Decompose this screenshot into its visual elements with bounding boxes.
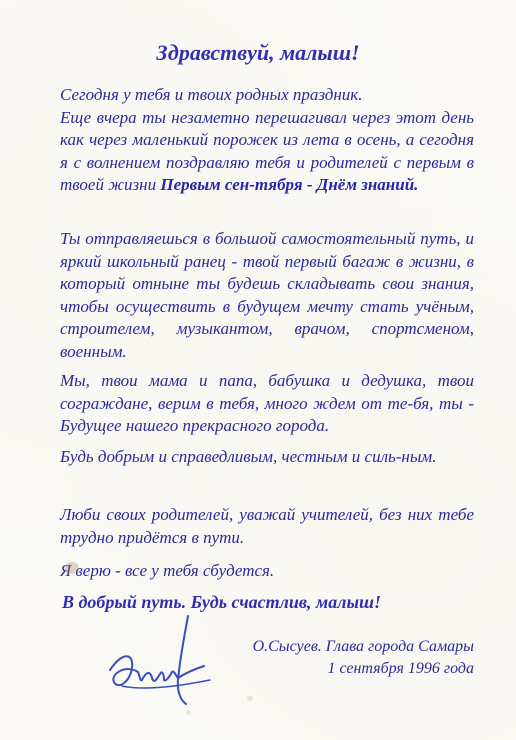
letter-date: 1 сентября 1996 года (327, 660, 474, 677)
paragraph-3: Мы, твои мама и папа, бабушка и дедушка, твои сограждане, верим в тебя, много ждем от те-бя, ты - Будущее нашего прекрасного города. (60, 371, 474, 436)
paragraph-4: Будь добрым и справедливым, честным и силь-ным. (60, 447, 437, 466)
paragraph-1 (60, 84, 474, 197)
paper-stain (247, 696, 253, 701)
paragraph-1-body: Еще вчера ты незаметно перешагивал через этот день как через маленький порожек из лета в осень, а сегодня я с волнением поздравляю тебя и родителей с первым в твоей жизни (60, 107, 474, 195)
signer-name: О.Сысуев. Глава города Самары (252, 638, 474, 655)
paragraph-5: Люби своих родителей, уважай учителей, без них тебе трудно придётся в пути. (60, 505, 474, 547)
handwritten-signature (100, 608, 230, 718)
paper-stain (186, 710, 191, 715)
paragraph-1-first-line: Сегодня у тебя и твоих родных праздник. (60, 85, 363, 104)
paragraph-6: Я верю - все у тебя сбудется. (60, 561, 275, 580)
paragraph-2: Ты отправляешься в большой самостоятельный путь, и яркий школьный ранец - твой первый багаж в жизни, в который отныне ты будешь складывать свои знания, чтобы осуществить в будущем мечту стать учёным, строителем, музыкантом, врачом, спортсменом, военным. (60, 229, 474, 361)
greeting-heading: Здравствуй, малыш! (156, 40, 360, 65)
first-september-highlight: Первым сен-тября - Днём знаний. (160, 175, 419, 195)
closing-line: В добрый путь. Будь счастлив, малыш! (62, 592, 381, 612)
signer-block (253, 636, 474, 680)
paper-stain (65, 562, 79, 574)
